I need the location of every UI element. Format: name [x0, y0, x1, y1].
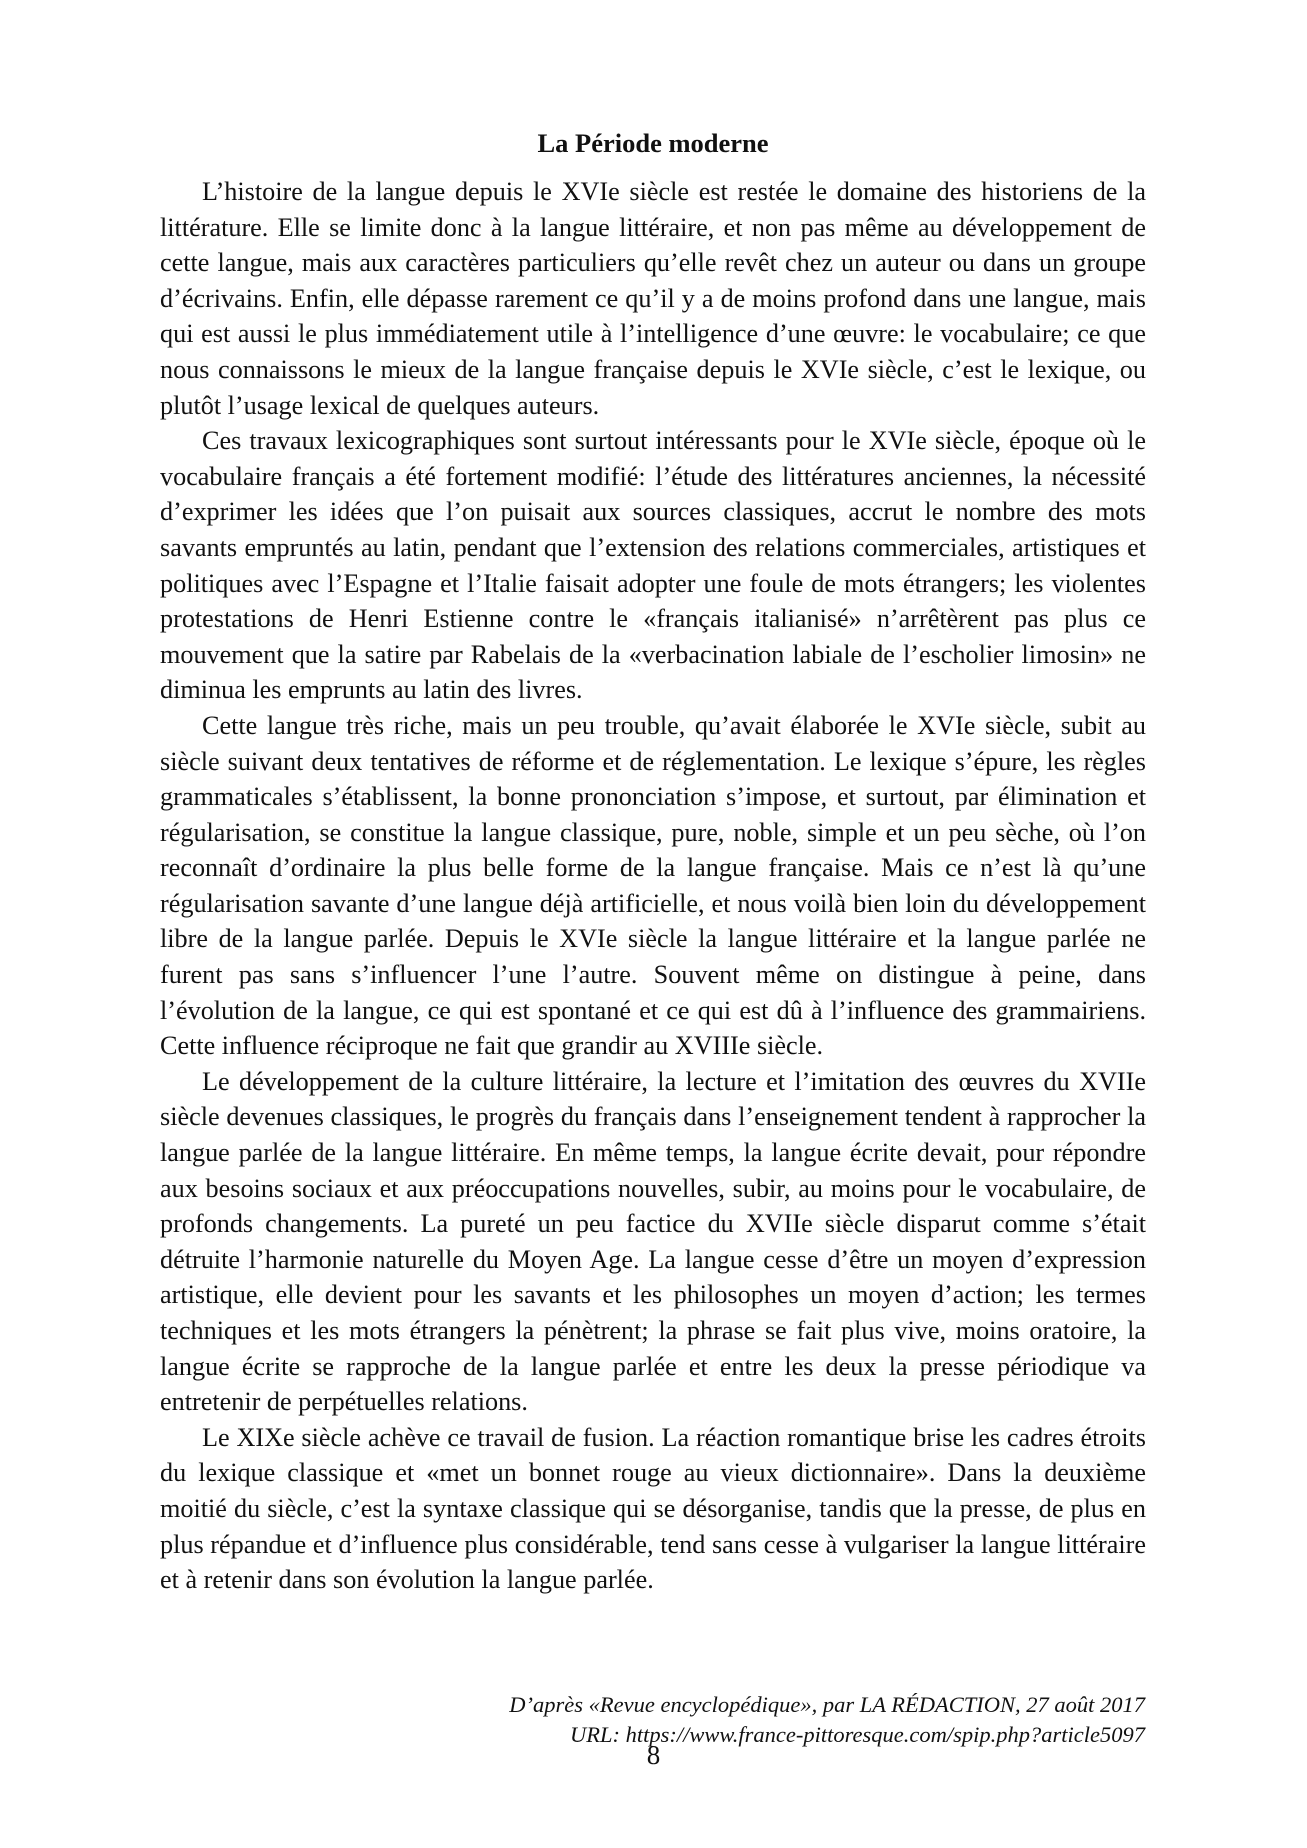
article-body: [160, 174, 1146, 1598]
page-number: 8: [646, 1740, 661, 1770]
paragraph-3: Cette langue très riche, mais un peu trouble, qu’avait élaborée le XVIe siècle, subit au siècle suivant deux tentatives de réforme et de réglementation. Le lexique s’épure, les règles grammaticales s’établissent, la bonne prononciation s’impose, et surtout, par élimination et régularisation, se constitue la langue classique, pure, noble, simple et un peu sèche, où l’on reconnaît d’ordinaire la plus belle forme de la langue française. Mais ce n’est là qu’une régularisation savante d’une langue déjà artificielle, et nous voilà bien loin du développement libre de la langue parlée. Depuis le XVIe siècle la langue littéraire et la langue parlée ne furent pas sans s’influencer l’une l’autre. Souvent même on distingue à peine, dans l’évolution de la langue, ce qui est spontané et ce qui est dû à l’influence des grammairiens. Cette influence réciproque ne fait que grandir au XVIIIe siècle.: [160, 710, 1146, 1061]
paragraph-5: Le XIXe siècle achève ce travail de fusion. La réaction romantique brise les cadres étroits du lexique classique et «met un bonnet rouge au vieux dictionnaire». Dans la deuxième moitié du siècle, c’est la syntaxe classique qui se désorganise, tandis que la presse, de plus en plus répandue et d’influence plus considérable, tend sans cesse à vulgariser la langue littéraire et à retenir dans son évolution la langue parlée.: [160, 1422, 1146, 1595]
page-title: La Période moderne: [537, 128, 769, 158]
paragraph-4: Le développement de la culture littéraire, la lecture et l’imitation des œuvres du XVIIe siècle devenues classiques, le progrès du français dans l’enseignement tendent à rapprocher la langue parlée de la langue littéraire. En même temps, la langue écrite devait, pour répondre aux besoins sociaux et aux préoccupations nouvelles, subir, au moins pour le vocabulaire, de profonds changements. La pureté un peu factice du XVIIe siècle disparut comme s’était détruite l’harmonie naturelle du Moyen Age. La langue cesse d’être un moyen d’expression artistique, elle devient pour les savants et les philosophes un moyen d’action; les termes techniques et les mots étrangers la pénètrent; la phrase se fait plus vive, moins oratoire, la langue écrite se rapproche de la langue parlée et entre les deux la presse périodique va entretenir de perpétuelles relations.: [160, 1066, 1146, 1417]
source-url: URL: https://www.france-pittoresque.com/spip.php?article5097: [570, 1722, 1145, 1747]
source-attribution: D’après «Revue encyclopédique», par LA RÉDACTION, 27 août 2017: [509, 1692, 1145, 1717]
paragraph-1: L’histoire de la langue depuis le XVIe siècle est restée le domaine des historiens de la littérature. Elle se limite donc à la langue littéraire, et non pas même au développement de cette langue, mais aux caractères particuliers qu’elle revêt chez un auteur ou dans un groupe d’écrivains. Enfin, elle dépasse rarement ce qu’il y a de moins profond dans une langue, mais qui est aussi le plus immédiatement utile à l’intelligence d’une œuvre: le vocabulaire; ce que nous connaissons le mieux de la langue française depuis le XVIe siècle, c’est le lexique, ou plutôt l’usage lexical de quelques auteurs.: [160, 177, 1146, 420]
paragraph-2: Ces travaux lexicographiques sont surtout intéressants pour le XVIe siècle, époque où le vocabulaire français a été fortement modifié: l’étude des littératures anciennes, la nécessité d’exprimer les idées que l’on puisait aux sources classiques, accrut le nombre des mots savants empruntés au latin, pendant que l’extension des relations commerciales, artistiques et politiques avec l’Espagne et l’Italie faisait adopter une foule de mots étrangers; les violentes protestations de Henri Estienne contre le «français italianisé» n’arrêtèrent pas plus ce mouvement que la satire par Rabelais de la «verbacination labiale de l’escholier limosin» ne diminua les emprunts au latin des livres.: [160, 426, 1146, 705]
